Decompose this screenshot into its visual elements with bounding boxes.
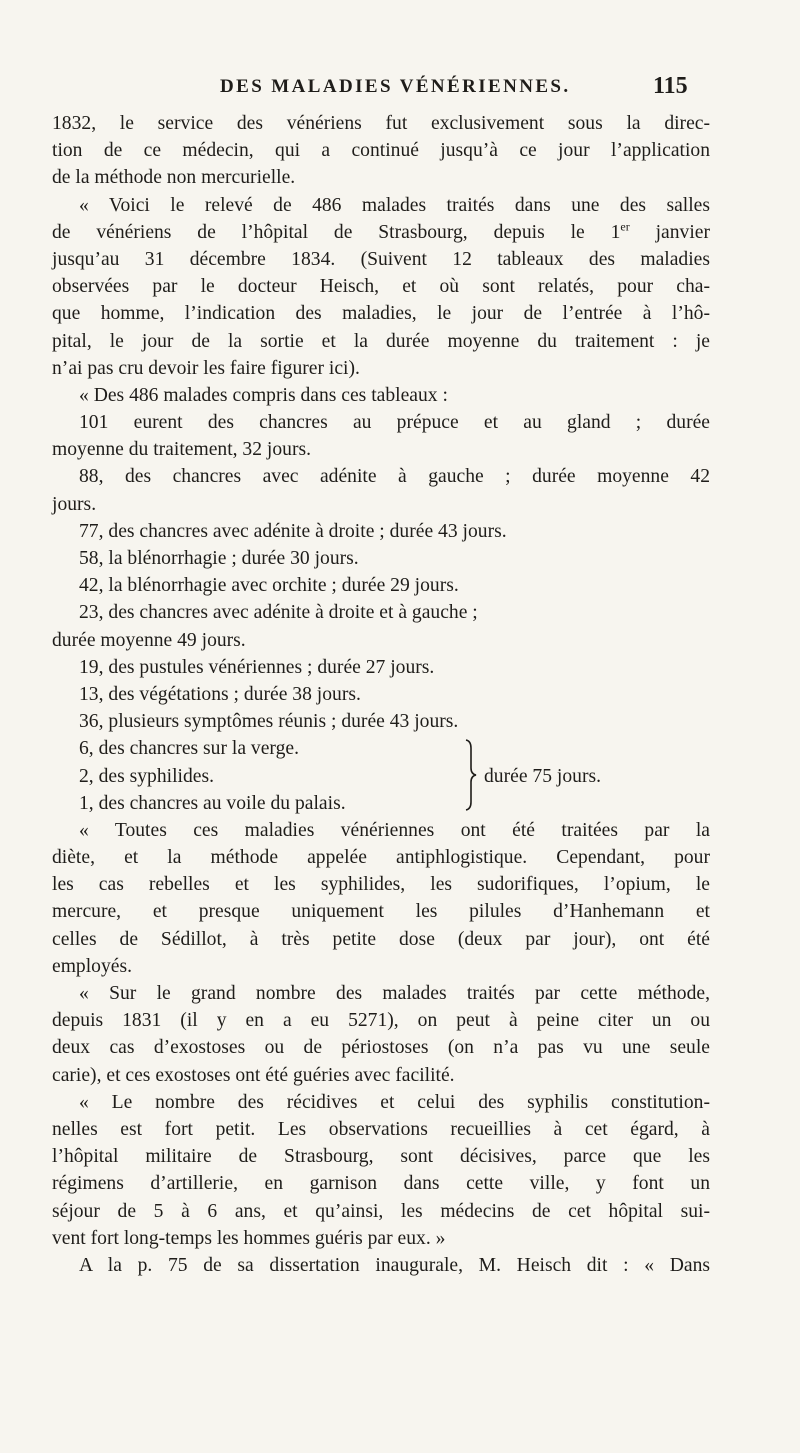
text-line: jours.: [52, 493, 97, 515]
text-line: deux cas d’exostoses ou de périostoses (on n’a pas vu une seule: [52, 1037, 710, 1059]
text-line: régimens d’artillerie, en garnison dans cette ville, y font un: [52, 1173, 710, 1195]
text-line: carie), et ces exostoses ont été guéries avec facilité.: [52, 1064, 455, 1086]
text-line: moyenne du traitement, 32 jours.: [52, 439, 312, 461]
running-title: DES MALADIES VÉNÉRIENNES.: [220, 76, 571, 97]
text-line: « Des 486 malades compris dans ces tableaux :: [79, 384, 448, 406]
text-line: n’ai pas cru devoir les faire figurer ici).: [52, 357, 360, 379]
text-line: tion de ce médecin, qui a continué jusqu’à ce jour l’application: [52, 140, 710, 162]
text-line: « Voici le relevé de 486 malades traités dans une des salles: [79, 194, 710, 216]
brace-item: 2, des syphilides.: [79, 765, 214, 787]
text-line: « Sur le grand nombre des malades traités par cette méthode,: [79, 983, 710, 1005]
text-line: depuis 1831 (il y en a eu 5271), on peut à peine citer un ou: [52, 1010, 710, 1032]
text-line: vent fort long-temps les hommes guéris par eux. »: [52, 1227, 446, 1249]
text-line: employés.: [52, 955, 132, 977]
text-line: que homme, l’indication des maladies, le jour de l’entrée à l’hô-: [52, 303, 710, 325]
text-line: 19, des pustules vénériennes ; durée 27 jours.: [79, 656, 435, 678]
text-fragment: de vénériens de l’hôpital de Strasbourg, depuis le 1: [52, 221, 621, 243]
text-line: 77, des chancres avec adénite à droite ; durée 43 jours.: [79, 520, 507, 542]
text-line: 36, plusieurs symptômes réunis ; durée 43 jours.: [79, 711, 459, 733]
text-line: 42, la blénorrhagie avec orchite ; durée 29 jours.: [79, 575, 459, 597]
text-line: celles de Sédillot, à très petite dose (deux par jour), ont été: [52, 928, 710, 950]
text-line: 58, la blénorrhagie ; durée 30 jours.: [79, 548, 359, 569]
text-line: [52, 219, 710, 246]
text-line: « Le nombre des récidives et celui des syphilis constitution-: [79, 1091, 710, 1113]
text-line: de la méthode non mercurielle.: [52, 167, 296, 189]
page-header: [0, 73, 800, 104]
text-line: « Toutes ces maladies vénériennes ont été traitées par la: [79, 819, 710, 841]
superscript: er: [620, 219, 630, 234]
brace-item: 6, des chancres sur la verge.: [79, 738, 299, 760]
text-line: 13, des végétations ; durée 38 jours.: [79, 683, 361, 705]
page-number: 115: [653, 73, 688, 99]
text-line: observées par le docteur Heisch, et où sont relatés, pour cha-: [52, 276, 710, 298]
text-line: 1832, le service des vénériens fut exclusivement sous la direc-: [52, 113, 710, 134]
text-line: 23, des chancres avec adénite à droite et à gauche ;: [79, 602, 478, 624]
text-line: l’hôpital militaire de Strasbourg, sont décisives, parce que les: [52, 1146, 710, 1168]
text-line: diète, et la méthode appelée antiphlogistique. Cependant, pour: [52, 847, 710, 869]
text-line: 101 eurent des chancres au prépuce et au gland ; durée: [79, 412, 710, 434]
text-line: durée moyenne 49 jours.: [52, 629, 246, 651]
text-line: pital, le jour de la sortie et la durée moyenne du traitement : je: [52, 330, 710, 352]
text-line: 88, des chancres avec adénite à gauche ; durée moyenne 42: [79, 466, 710, 488]
text-line: nelles est fort petit. Les observations recueillies à cet égard, à: [52, 1118, 710, 1140]
text-line: mercure, et presque uniquement les pilules d’Hanhemann et: [52, 901, 710, 923]
text-line: les cas rebelles et les syphilides, les sudorifiques, l’opium, le: [52, 874, 710, 896]
brace-label: durée 75 jours.: [484, 765, 601, 787]
brace-group: [52, 735, 710, 817]
body-text: [52, 110, 710, 1279]
brace-item: 1, des chancres au voile du palais.: [79, 792, 346, 814]
text-line: A la p. 75 de sa dissertation inaugurale, M. Heisch dit : « Dans: [79, 1254, 710, 1276]
text-fragment: janvier: [629, 221, 710, 243]
text-line: jusqu’au 31 décembre 1834. (Suivent 12 tableaux des maladies: [52, 248, 710, 270]
right-brace-icon: [464, 738, 478, 812]
text-line: séjour de 5 à 6 ans, et qu’ainsi, les médecins de cet hôpital sui-: [52, 1200, 710, 1222]
